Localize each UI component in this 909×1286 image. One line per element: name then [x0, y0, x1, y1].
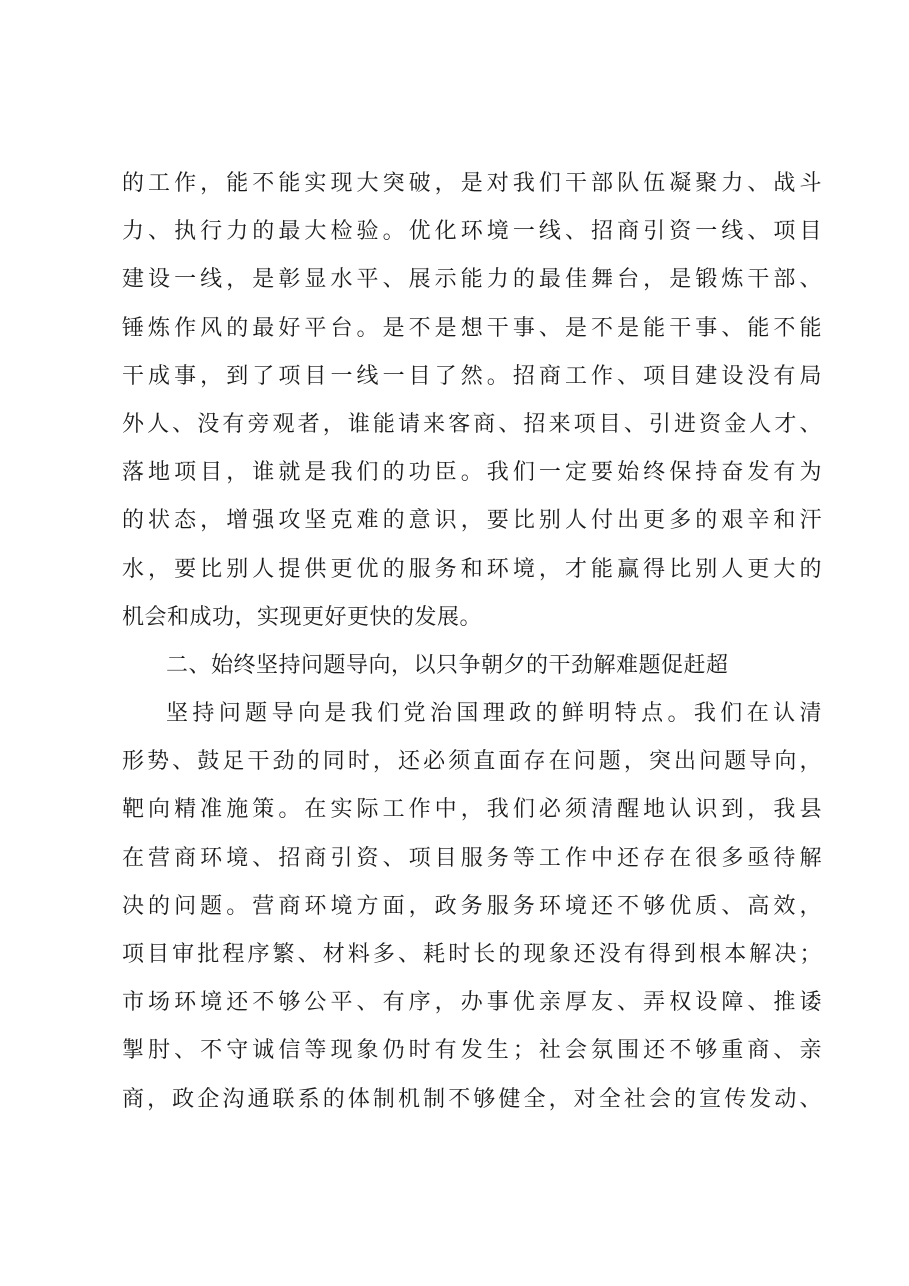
text-line: 商，政企沟通联系的体制机制不够健全，对全社会的宣传发动、: [122, 1086, 822, 1112]
text-line: 建设一线，是彰显水平、展示能力的最佳舞台，是锻炼干部、: [122, 267, 822, 293]
text-line: 落地项目，谁就是我们的功臣。我们一定要始终保持奋发有为: [122, 460, 822, 486]
text-line: 在营商环境、招商引资、项目服务等工作中还存在很多亟待解: [122, 845, 822, 871]
text-line: 坚持问题导向是我们党治国理政的鲜明特点。我们在认清: [166, 701, 822, 727]
text-line: 机会和成功，实现更好更快的发展。: [122, 604, 483, 630]
text-line: 掣肘、不守诚信等现象仍时有发生；社会氛围还不够重商、亲: [122, 1038, 822, 1064]
text-line: 力、执行力的最大检验。优化环境一线、招商引资一线、项目: [122, 219, 822, 245]
text-line: 决的问题。营商环境方面，政务服务环境还不够优质、高效，: [122, 893, 822, 919]
text-line: 靶向精准施策。在实际工作中，我们必须清醒地认识到，我县: [122, 797, 822, 823]
text-line: 外人、没有旁观者，谁能请来客商、招来项目、引进资金人才、: [122, 411, 822, 437]
text-line: 的状态，增强攻坚克难的意识，要比别人付出更多的艰辛和汗: [122, 508, 822, 534]
section-heading: 二、始终坚持问题导向，以只争朝夕的干劲解难题促赶超: [166, 652, 729, 678]
text-line: 市场环境还不够公平、有序，办事优亲厚友、弄权设障、推诿: [122, 990, 822, 1016]
paragraph-1: [122, 160, 822, 642]
text-line: 项目审批程序繁、材料多、耗时长的现象还没有得到根本解决；: [122, 942, 822, 967]
text-line: 形势、鼓足干劲的同时，还必须直面存在问题，突出问题导向，: [122, 749, 822, 775]
text-line: 水，要比别人提供更优的服务和环境，才能赢得比别人更大的: [122, 556, 822, 582]
text-line: 干成事，到了项目一线一目了然。招商工作、项目建设没有局: [122, 363, 822, 389]
document-body: [122, 160, 822, 1124]
paragraph-2: [122, 690, 822, 1124]
text-line: 的工作，能不能实现大突破，是对我们干部队伍凝聚力、战斗: [122, 171, 822, 196]
text-line: 锤炼作风的最好平台。是不是想干事、是不是能干事、能不能: [122, 315, 822, 341]
